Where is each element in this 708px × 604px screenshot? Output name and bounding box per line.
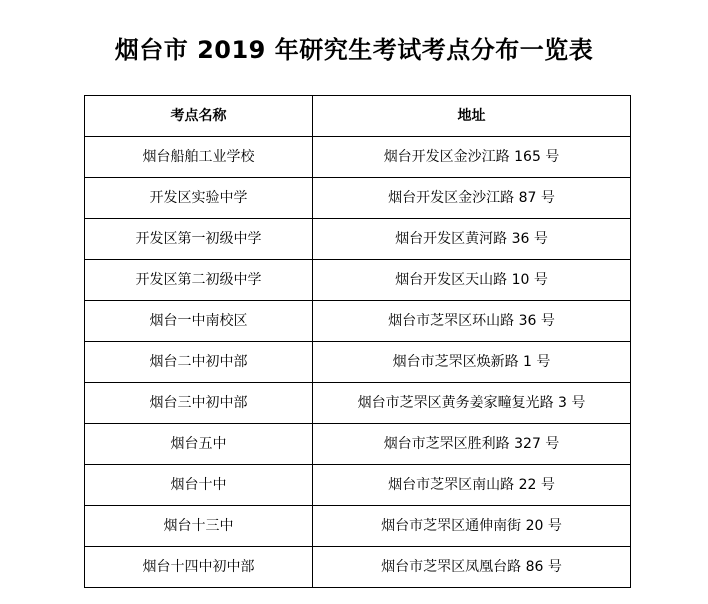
table-row xyxy=(85,219,631,260)
site-name-cell: 烟台十三中 xyxy=(85,506,313,547)
site-name-cell: 开发区第二初级中学 xyxy=(85,260,313,301)
table-row xyxy=(85,547,631,588)
address-cell: 烟台市芝罘区凤凰台路 86 号 xyxy=(313,547,631,588)
exam-sites-table xyxy=(84,95,631,588)
site-name-cell: 烟台船舶工业学校 xyxy=(85,137,313,178)
address-cell: 烟台市芝罘区黄务姜家疃复光路 3 号 xyxy=(313,383,631,424)
address-cell: 烟台市芝罘区焕新路 1 号 xyxy=(313,342,631,383)
table-row xyxy=(85,383,631,424)
address-cell: 烟台开发区金沙江路 87 号 xyxy=(313,178,631,219)
table-header-row xyxy=(85,96,631,137)
site-name-cell: 烟台五中 xyxy=(85,424,313,465)
table-row xyxy=(85,137,631,178)
address-cell: 烟台开发区天山路 10 号 xyxy=(313,260,631,301)
page-title: 烟台市 2019 年研究生考试考点分布一览表 xyxy=(114,36,594,64)
table-row xyxy=(85,260,631,301)
site-name-cell: 烟台十中 xyxy=(85,465,313,506)
address-cell: 烟台市芝罘区胜利路 327 号 xyxy=(313,424,631,465)
address-cell: 烟台开发区黄河路 36 号 xyxy=(313,219,631,260)
site-name-cell: 烟台一中南校区 xyxy=(85,301,313,342)
table-row xyxy=(85,424,631,465)
site-name-cell: 烟台二中初中部 xyxy=(85,342,313,383)
address-cell: 烟台市芝罘区南山路 22 号 xyxy=(313,465,631,506)
column-header-site-name: 考点名称 xyxy=(85,96,313,137)
table-row xyxy=(85,465,631,506)
site-name-cell: 烟台十四中初中部 xyxy=(85,547,313,588)
table-row xyxy=(85,178,631,219)
site-name-cell: 开发区实验中学 xyxy=(85,178,313,219)
address-cell: 烟台市芝罘区环山路 36 号 xyxy=(313,301,631,342)
table-row xyxy=(85,301,631,342)
table-row xyxy=(85,342,631,383)
site-name-cell: 开发区第一初级中学 xyxy=(85,219,313,260)
address-cell: 烟台开发区金沙江路 165 号 xyxy=(313,137,631,178)
column-header-address: 地址 xyxy=(313,96,631,137)
site-name-cell: 烟台三中初中部 xyxy=(85,383,313,424)
table-row xyxy=(85,506,631,547)
address-cell: 烟台市芝罘区通伸南街 20 号 xyxy=(313,506,631,547)
